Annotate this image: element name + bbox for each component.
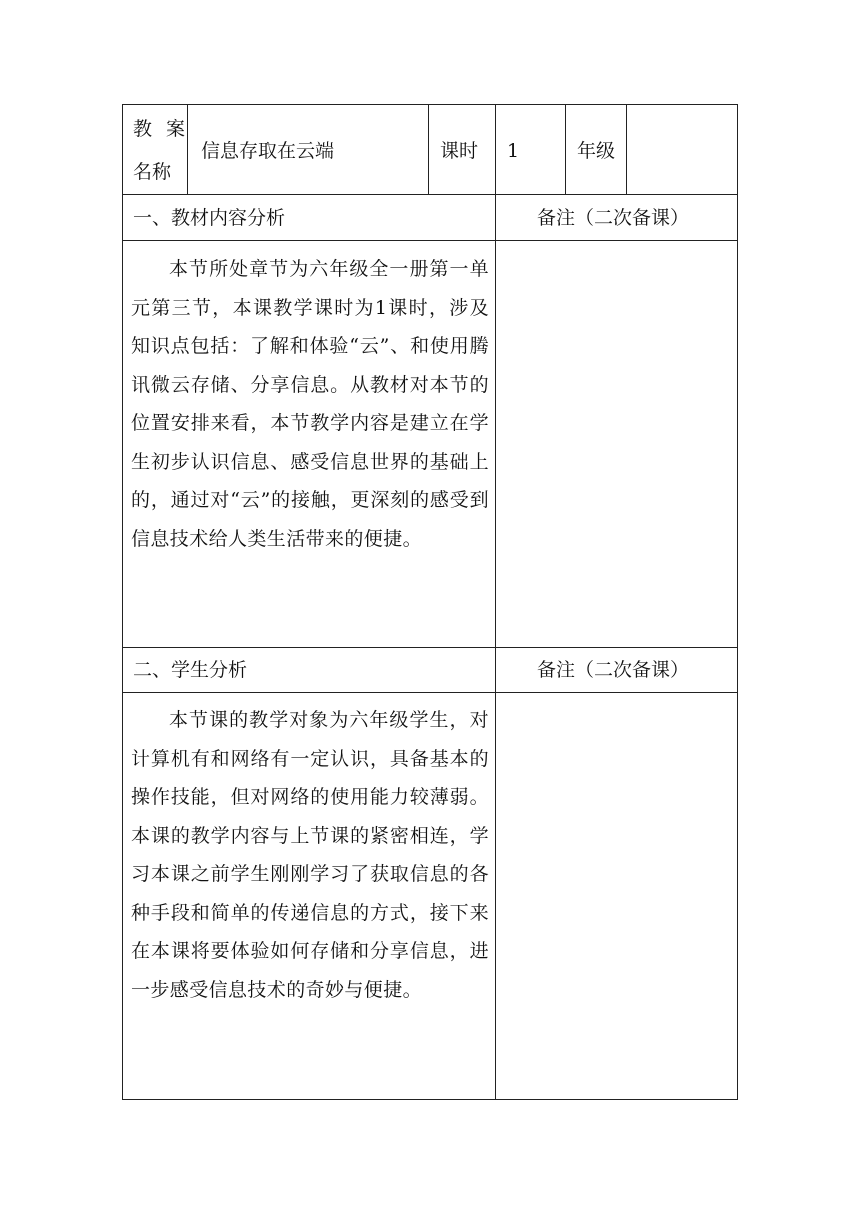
section2-body-text: 本节课的教学对象为六年级学生，对计算机有和网络有一定认识，具备基本的操作技能，但对网络的使用能力较薄弱。本课的教学内容与上节课的紧密相连，学习本课之前学生刚刚学习了获取信息的各种手段和简单的传递信息的方式，接下来在本课将要体验如何存储和分享信息，进一步感受信息技术的奇妙与便捷。 bbox=[131, 709, 489, 1001]
lesson-name-label-line1: 教 案 bbox=[133, 118, 190, 140]
notes-column-divider bbox=[495, 104, 496, 1100]
section2-heading: 二、学生分析 bbox=[133, 659, 248, 681]
section1-heading-bottom-border bbox=[122, 240, 738, 241]
section2-body bbox=[131, 701, 489, 1009]
table-border-right bbox=[737, 104, 738, 1100]
header-divider-2 bbox=[428, 104, 429, 195]
header-divider-3 bbox=[565, 104, 566, 195]
section1-body bbox=[131, 250, 489, 558]
section1-body-text: 本节所处章节为六年级全一册第一单元第三节，本课教学课时为1课时，涉及知识点包括：了解和体验“云”、和使用腾讯微云存储、分享信息。从教材对本节的位置安排来看，本节教学内容是建立在学生初步认识信息、感受信息世界的基础上的，通过对“云”的接触，更深刻的感受到信息技术给人类生活带来的便捷。 bbox=[131, 258, 489, 550]
section1-note-heading: 备注（二次备课） bbox=[537, 207, 690, 229]
section2-note-heading: 备注（二次备课） bbox=[537, 659, 690, 681]
lesson-title: 信息存取在云端 bbox=[201, 140, 335, 162]
header-row-bottom-border bbox=[122, 194, 738, 195]
section2-heading-bottom-border bbox=[122, 692, 738, 693]
class-hours-label: 课时 bbox=[440, 140, 479, 162]
table-border-top bbox=[122, 104, 738, 105]
table-border-bottom bbox=[122, 1099, 738, 1100]
lesson-name-label-line2: 名称 bbox=[133, 161, 172, 183]
section1-heading: 一、教材内容分析 bbox=[133, 207, 286, 229]
table-border-left bbox=[122, 104, 123, 1100]
section1-bottom-border bbox=[122, 647, 738, 648]
header-divider-4 bbox=[626, 104, 627, 195]
grade-label: 年级 bbox=[577, 140, 616, 162]
class-hours-value: 1 bbox=[507, 140, 520, 162]
